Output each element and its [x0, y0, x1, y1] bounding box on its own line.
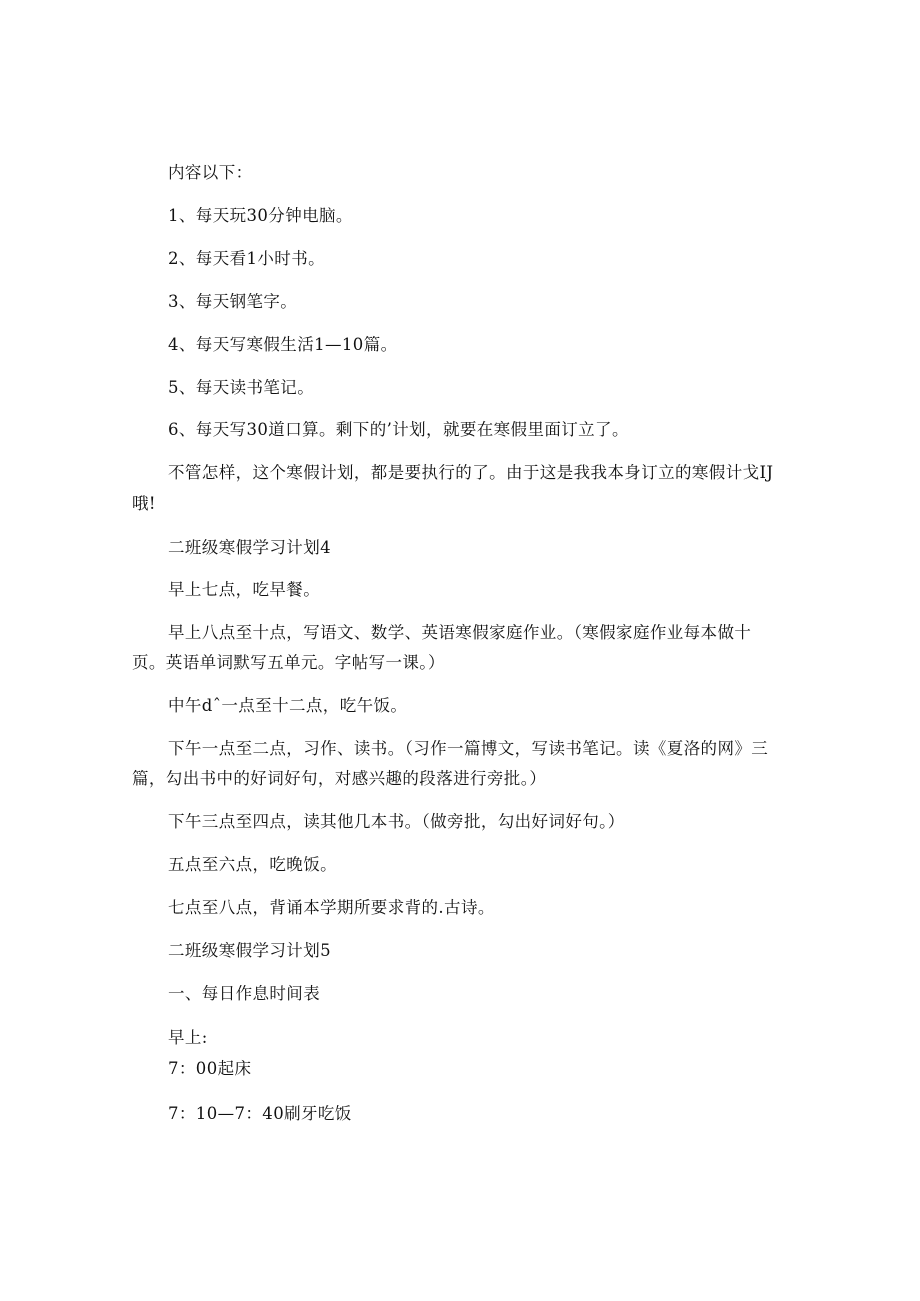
plan4-item: 页。英语单词默写五单元。字帖写一课。）	[132, 653, 445, 672]
intro-text: 内容以下：	[168, 163, 253, 182]
plan5-heading: 二班级寒假学习计划5	[168, 941, 331, 960]
plan5-section-heading: 一、每日作息时间表	[168, 984, 321, 1003]
plan4-item: 下午三点至四点，读其他几本书。（做旁批，勾出好词好句。）	[168, 812, 625, 831]
morning-label: 早上:	[168, 1028, 208, 1047]
list-item: 3、每天钢笔字。	[168, 292, 298, 311]
list-item: 6、每天写30道口算。剩下的’计划，就要在寒假里面订立了。	[168, 420, 629, 439]
list-item: 4、每天写寒假生活1—10篇。	[168, 335, 398, 354]
plan4-item: 篇，勾出书中的好词好句，对感兴趣的段落进行旁批。）	[132, 769, 547, 788]
plan4-item: 早上七点，吃早餐。	[168, 580, 321, 599]
closing-paragraph-line: 哦!	[132, 494, 156, 513]
schedule-time: 7：10—7：40刷牙吃饭	[168, 1104, 352, 1123]
plan4-item: 下午一点至二点，习作、读书。（习作一篇博文，写读书笔记。读《夏洛的网》三	[168, 739, 769, 758]
schedule-time: 7：00起床	[168, 1059, 252, 1078]
plan4-item: 早上八点至十点，写语文、数学、英语寒假家庭作业。（寒假家庭作业每本做十	[168, 623, 752, 642]
list-item: 2、每天看1小时书。	[168, 249, 325, 268]
list-item: 1、每天玩30分钟电脑。	[168, 206, 353, 225]
plan4-item: 五点至六点，吃晚饭。	[168, 855, 337, 874]
list-item: 5、每天读书笔记。	[168, 378, 315, 397]
plan4-item: 中午dˆ一点至十二点，吃午饭。	[168, 696, 408, 715]
closing-paragraph-line: 不管怎样，这个寒假计划，都是要执行的了。由于这是我我本身订立的寒假计戈IJ	[168, 463, 774, 482]
plan4-heading: 二班级寒假学习计划4	[168, 538, 331, 557]
plan4-item: 七点至八点，背诵本学期所要求背的.古诗。	[168, 898, 495, 917]
